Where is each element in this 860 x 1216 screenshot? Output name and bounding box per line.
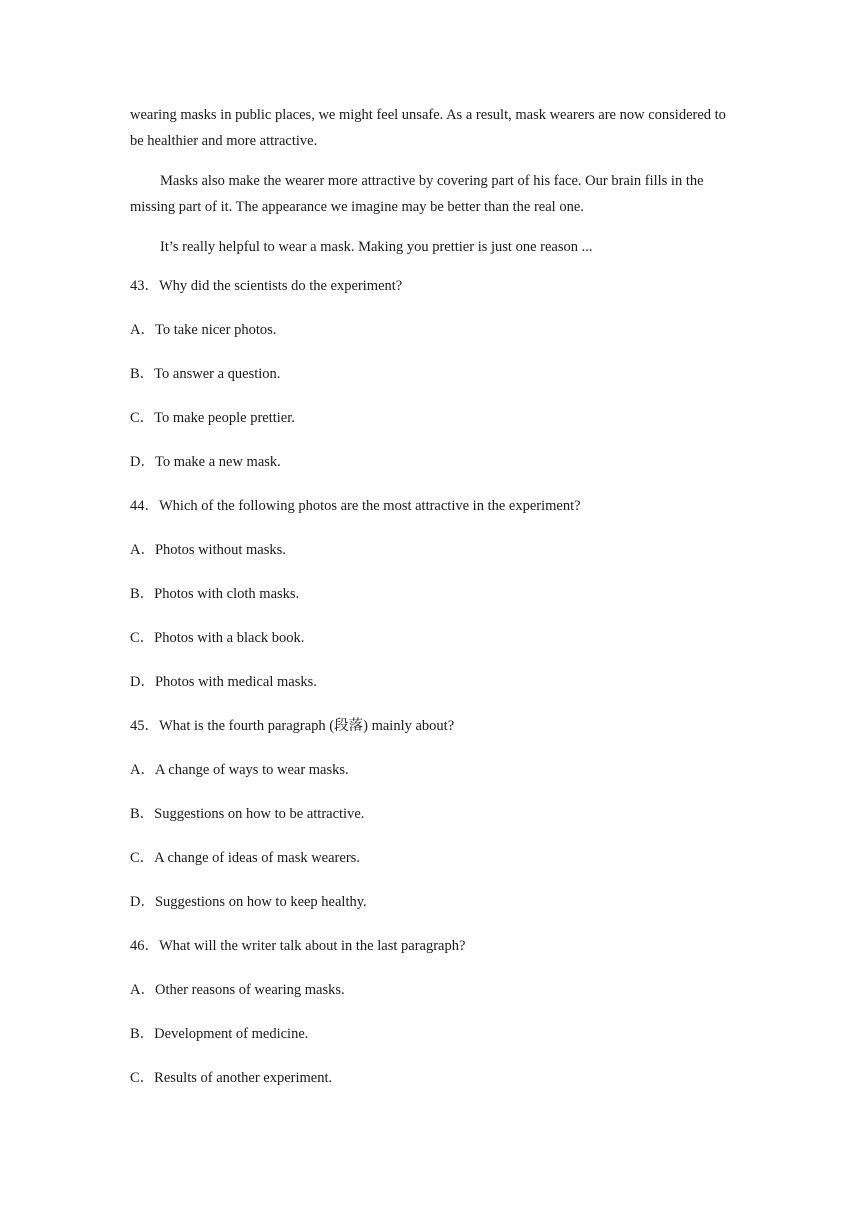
question-text: Which of the following photos are the most attractive in the experiment? xyxy=(159,498,581,514)
question-number: 45． xyxy=(130,718,159,734)
question-text: What will the writer talk about in the last paragraph? xyxy=(159,938,466,954)
option-44-d: D．Photos with medical masks. xyxy=(130,674,317,690)
option-45-c: C．A change of ideas of mask wearers. xyxy=(130,850,360,866)
option-44-b: B．Photos with cloth masks. xyxy=(130,586,300,602)
passage-paragraph: Masks also make the wearer more attractive by covering part of his face. Our brain fills in the missing part of it. The appearance we imagine may be better than the real one. xyxy=(130,173,704,215)
option-46-c: C．Results of another experiment. xyxy=(130,1070,333,1086)
question-43 xyxy=(130,276,740,320)
option-43-c: C．To make people prettier. xyxy=(130,410,295,426)
question-number: 44． xyxy=(130,498,159,514)
option-44-a: A．Photos without masks. xyxy=(130,542,286,558)
question-45 xyxy=(130,716,740,760)
option-46-a: A．Other reasons of wearing masks. xyxy=(130,982,345,998)
question-text: What is the fourth paragraph (段落) mainly about? xyxy=(159,718,455,734)
option-44-c: C．Photos with a black book. xyxy=(130,630,305,646)
option-43-d: D．To make a new mask. xyxy=(130,454,281,470)
question-text: Why did the scientists do the experiment? xyxy=(159,278,403,294)
option-43-a: A．To take nicer photos. xyxy=(130,322,277,338)
option-45-d: D．Suggestions on how to keep healthy. xyxy=(130,894,367,910)
option-45-a: A．A change of ways to wear masks. xyxy=(130,762,349,778)
question-44 xyxy=(130,496,740,540)
passage-paragraph: wearing masks in public places, we might feel unsafe. As a result, mask wearers are now considered to be healthier and more attractive. xyxy=(130,107,726,149)
question-46 xyxy=(130,936,740,980)
option-45-b: B．Suggestions on how to be attractive. xyxy=(130,806,365,822)
option-43-b: B．To answer a question. xyxy=(130,366,281,382)
passage-paragraph: It’s really helpful to wear a mask. Making you prettier is just one reason ... xyxy=(160,239,593,255)
option-46-b: B．Development of medicine. xyxy=(130,1026,309,1042)
question-number: 46． xyxy=(130,938,159,954)
document-content xyxy=(130,102,740,1112)
question-number: 43． xyxy=(130,278,159,294)
